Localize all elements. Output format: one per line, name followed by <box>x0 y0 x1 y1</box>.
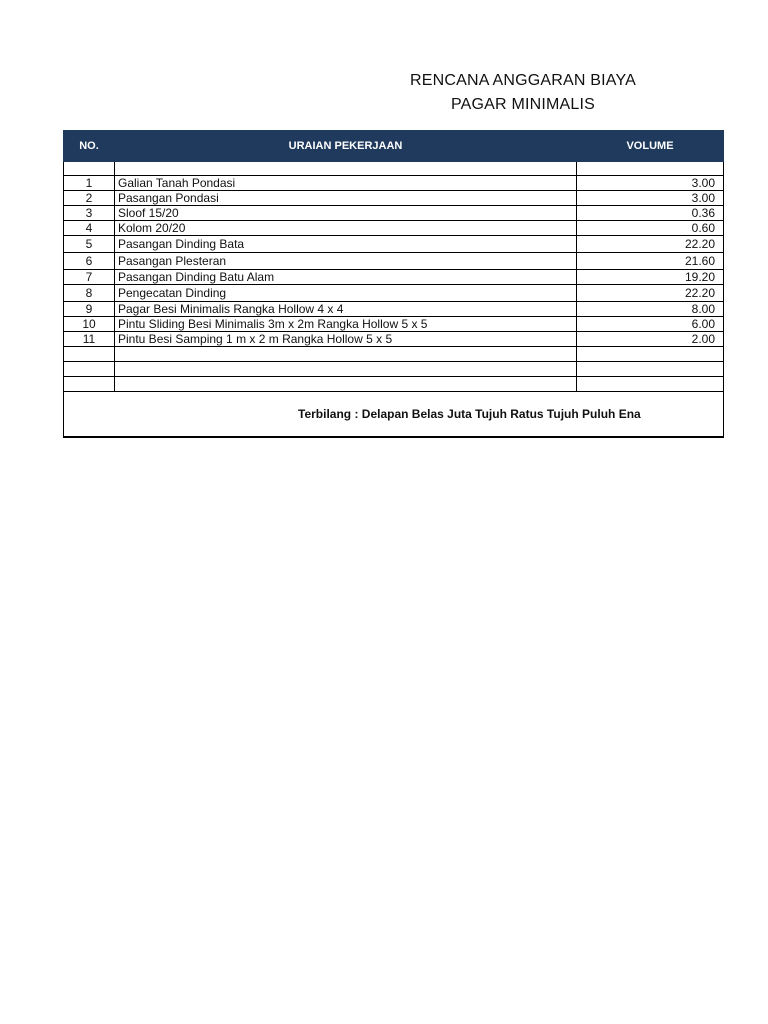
table-row <box>64 302 724 317</box>
row-description: Pasangan Pondasi <box>115 191 577 206</box>
row-volume: 22.20 <box>577 236 724 253</box>
table-row <box>64 236 724 253</box>
row-volume: 0.60 <box>577 221 724 236</box>
row-description: Pintu Besi Samping 1 m x 2 m Rangka Hollow 5 x 5 <box>115 332 577 347</box>
table-cell <box>115 377 577 392</box>
document-subtitle: PAGAR MINIMALIS <box>450 96 596 113</box>
terbilang-row <box>64 392 724 438</box>
row-no: 3 <box>64 206 115 221</box>
row-description: Kolom 20/20 <box>115 221 577 236</box>
table-cell <box>577 362 724 377</box>
row-no: 7 <box>64 270 115 285</box>
table-cell <box>577 377 724 392</box>
header-volume: VOLUME <box>577 131 724 162</box>
table-cell <box>577 347 724 362</box>
row-description: Pasangan Dinding Bata <box>115 236 577 253</box>
table-cell <box>115 162 577 176</box>
table-cell <box>64 162 115 176</box>
row-description: Pintu Sliding Besi Minimalis 3m x 2m Rangka Hollow 5 x 5 <box>115 317 577 332</box>
header-description: URAIAN PEKERJAAN <box>115 131 577 162</box>
table-row <box>64 191 724 206</box>
row-volume: 22.20 <box>577 285 724 302</box>
table-blank-row <box>64 347 724 362</box>
table-cell <box>577 162 724 176</box>
rab-table <box>63 130 724 438</box>
row-description: Sloof 15/20 <box>115 206 577 221</box>
row-no: 5 <box>64 236 115 253</box>
table-row <box>64 285 724 302</box>
table-blank-row <box>64 362 724 377</box>
row-no: 11 <box>64 332 115 347</box>
row-description: Pengecatan Dinding <box>115 285 577 302</box>
table-header-row <box>64 131 724 162</box>
row-volume: 8.00 <box>577 302 724 317</box>
row-no: 10 <box>64 317 115 332</box>
table-row <box>64 270 724 285</box>
row-volume: 0.36 <box>577 206 724 221</box>
row-description: Galian Tanah Pondasi <box>115 176 577 191</box>
table-cell <box>115 347 577 362</box>
table-blank-row <box>64 377 724 392</box>
document-title: RENCANA ANGGARAN BIAYA <box>409 72 637 89</box>
table-row <box>64 317 724 332</box>
row-description: Pasangan Plesteran <box>115 253 577 270</box>
table-cell <box>64 377 115 392</box>
row-volume: 21.60 <box>577 253 724 270</box>
table-row <box>64 332 724 347</box>
table-cell <box>115 362 577 377</box>
row-volume: 19.20 <box>577 270 724 285</box>
row-volume: 6.00 <box>577 317 724 332</box>
table-row <box>64 253 724 270</box>
header-no: NO. <box>64 131 115 162</box>
row-volume: 3.00 <box>577 191 724 206</box>
row-no: 4 <box>64 221 115 236</box>
row-no: 8 <box>64 285 115 302</box>
row-no: 1 <box>64 176 115 191</box>
rab-table-container <box>63 130 715 442</box>
row-no: 6 <box>64 253 115 270</box>
row-description: Pagar Besi Minimalis Rangka Hollow 4 x 4 <box>115 302 577 317</box>
table-cell <box>64 347 115 362</box>
row-no: 2 <box>64 191 115 206</box>
table-row <box>64 206 724 221</box>
row-volume: 3.00 <box>577 176 724 191</box>
row-description: Pasangan Dinding Batu Alam <box>115 270 577 285</box>
table-row <box>64 176 724 191</box>
table-spacer-row <box>64 162 724 176</box>
terbilang-text: Terbilang : Delapan Belas Juta Tujuh Ratus Tujuh Puluh Ena <box>64 392 724 438</box>
row-no: 9 <box>64 302 115 317</box>
table-row <box>64 221 724 236</box>
table-cell <box>64 362 115 377</box>
row-volume: 2.00 <box>577 332 724 347</box>
